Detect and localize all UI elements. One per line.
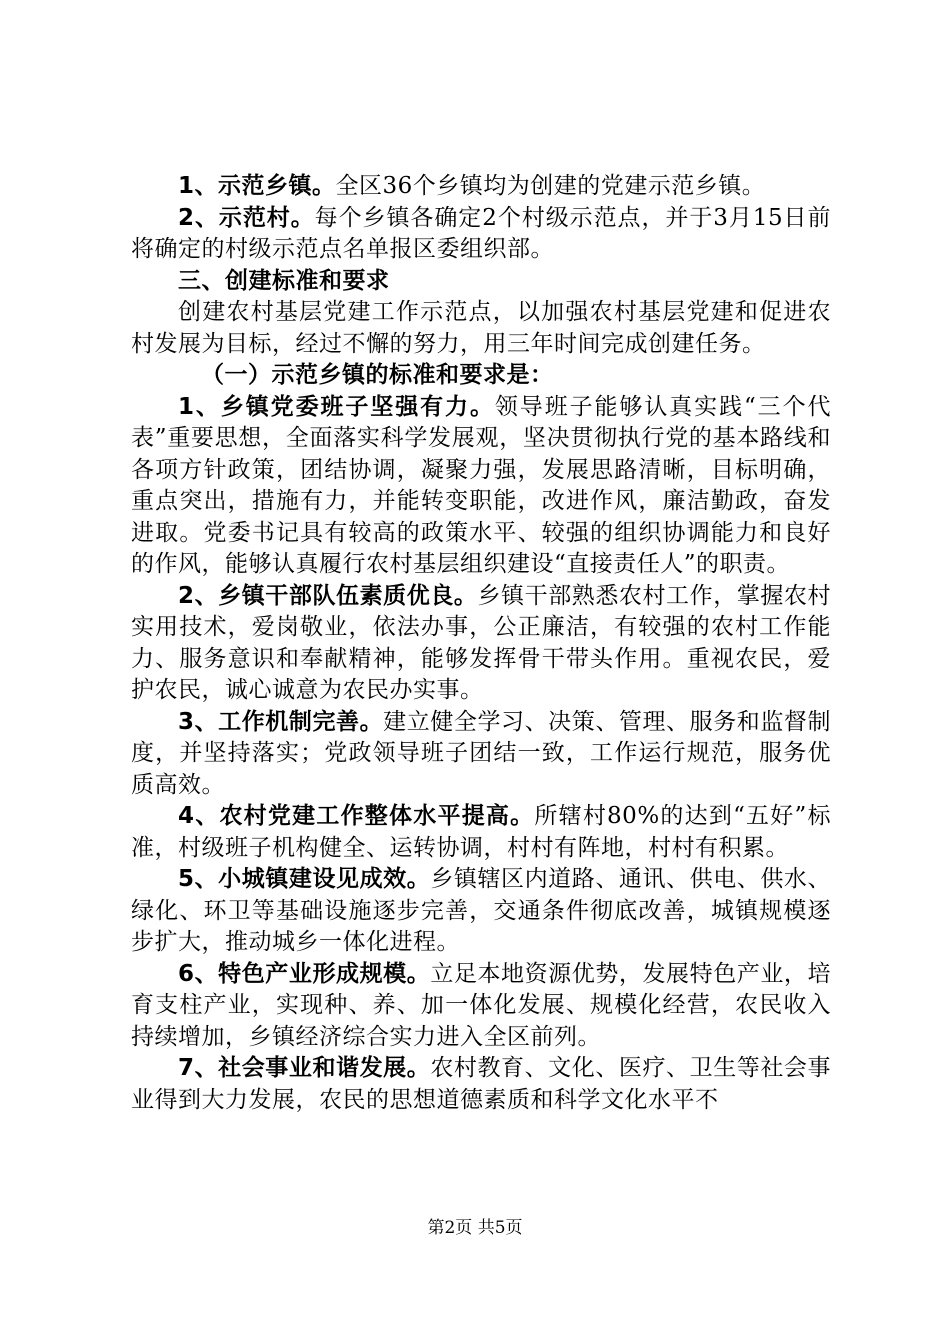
item-heading: 5、小城镇建设见成效。 [178, 866, 431, 892]
item-text: 乡镇辖区内道路、通讯、供电、供水、绿化、环卫等基础设施逐步完善，交通条件彻底改善，城镇规模逐步扩大，推动城乡一体化进程。 [131, 866, 831, 955]
item-text: 立足本地资源优势，发展特色产业，培育支柱产业，实现种、养、加一体化发展、规模化经营，农民收入持续增加，乡镇经济综合实力进入全区前列。 [131, 960, 831, 1050]
paragraph-intro [131, 297, 831, 360]
paragraph-party-building-level [131, 801, 831, 864]
document-body [131, 171, 831, 1116]
section-title: 三、创建标准和要求 [178, 267, 390, 294]
item-text: 建立健全学习、决策、管理、服务和监督制度，并坚持落实；党政领导班子团结一致，工作运行规范，服务优质高效。 [131, 708, 831, 798]
section-heading [131, 266, 831, 298]
item-text: 所辖村80%的达到“五好”标准，村级班子机构健全、运转协调，村村有阵地，村村有积累。 [131, 803, 831, 861]
paragraph-social-development [131, 1053, 831, 1116]
subsection-title: （一）示范乡镇的标准和要求是： [201, 362, 554, 388]
item-text: 全区36个乡镇均为创建的党建示范乡镇。 [335, 173, 766, 199]
item-heading: 1、示范乡镇。 [178, 173, 336, 199]
paragraph-cadre-team [131, 581, 831, 707]
item-heading: 7、社会事业和谐发展。 [178, 1055, 431, 1081]
item-text: 乡镇干部熟悉农村工作，掌握农村实用技术，爱岗敬业，依法办事，公正廉洁，有较强的农村工作能力、服务意识和奉献精神，能够发挥骨干带头作用。重视农民，爱护农民，诚心诚意为农民办实事。 [131, 582, 831, 703]
item-heading: 2、乡镇干部队伍素质优良。 [178, 582, 478, 609]
page-number-footer: 第2页 共5页 [427, 1218, 523, 1238]
item-text: 农村教育、文化、医疗、卫生等社会事业得到大力发展，农民的思想道德素质和科学文化水平不 [131, 1055, 831, 1113]
paragraph-demo-township [131, 171, 831, 203]
paragraph-party-committee [131, 392, 831, 581]
item-heading: 6、特色产业形成规模。 [178, 960, 431, 987]
item-heading: 3、工作机制完善。 [178, 708, 384, 735]
paragraph-town-construction [131, 864, 831, 959]
item-text: 领导班子能够认真实践“三个代表”重要思想，全面落实科学发展观，坚决贯彻执行党的基本路线和各项方针政策，团结协调，凝聚力强，发展思路清晰，目标明确，重点突出，措施有力，并能转变职能，改进作风，廉洁勤政，奋发进取。党委书记具有较高的政策水平、较强的组织协调能力和良好的作风，能够认真履行农村基层组织建设“直接责任人”的职责。 [131, 393, 831, 577]
body-text: 创建农村基层党建工作示范点，以加强农村基层党建和促进农村发展为目标，经过不懈的努力，用三年时间完成创建任务。 [131, 299, 831, 357]
paragraph-work-mechanism [131, 707, 831, 802]
item-heading: 4、农村党建工作整体水平提高。 [178, 803, 535, 829]
subsection-heading [131, 360, 831, 392]
paragraph-demo-village [131, 203, 831, 266]
paragraph-special-industry [131, 959, 831, 1054]
item-heading: 1、乡镇党委班子坚强有力。 [178, 393, 495, 420]
item-heading: 2、示范村。 [178, 204, 315, 231]
item-text: 每个乡镇各确定2个村级示范点，并于3月15日前将确定的村级示范点名单报区委组织部。 [131, 204, 831, 262]
